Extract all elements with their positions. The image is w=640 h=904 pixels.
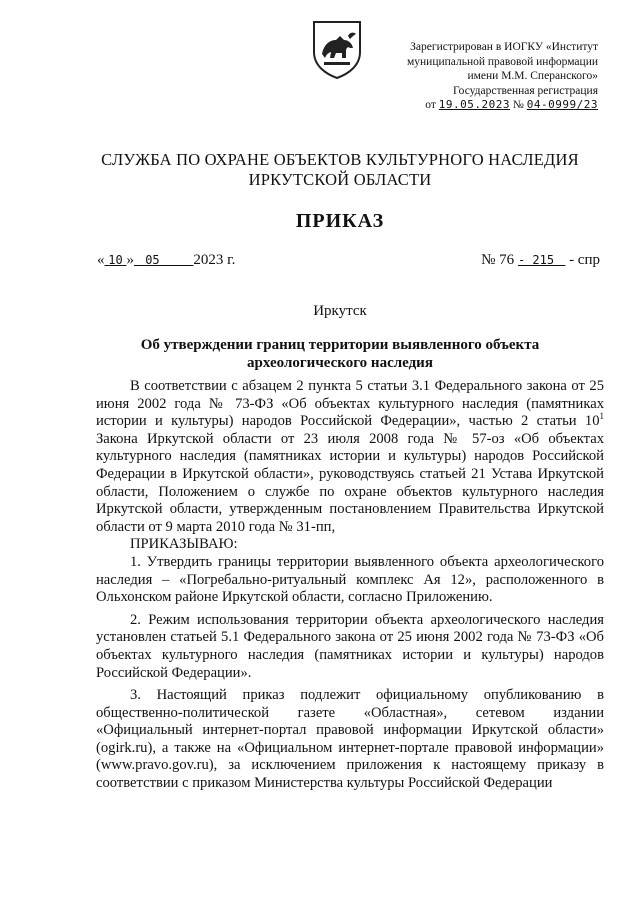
subject-line-2: археологического наследия — [247, 355, 433, 371]
agency-name — [80, 150, 600, 190]
number-handwritten: - 215 — [517, 253, 555, 267]
registration-stamp — [368, 40, 598, 113]
agency-line-2: ИРКУТСКОЙ ОБЛАСТИ — [248, 170, 432, 189]
date-month: 05 — [145, 253, 160, 267]
number-prefix: № 76 — [481, 252, 515, 268]
subject-line-1: Об утверждении границ территории выявленного объекта — [140, 337, 540, 353]
date-day-field — [105, 252, 127, 268]
item-2: 2. Режим использования территории объекта археологического наследия установлен статьей 5.1 Федерального закона от 25 июня 2002 года № 73-ФЗ «Об объектах культурного наследия (памятниках истории и культуры) народов Российской Федерации». — [96, 611, 604, 681]
registration-date-number — [368, 98, 598, 113]
registration-line-2: муниципальной правовой информации — [406, 55, 598, 68]
date-year: 2023 г. — [193, 252, 236, 268]
preamble-text-a: В соответствии с абзацем 2 пункта 5 статьи 3.1 Федерального закона от 25 июня 2002 года № 73-ФЗ «Об объектах культурного наследия (памятниках истории и культуры) народов Российской Федерации», частью 2 статьи 10 — [96, 378, 604, 430]
city: Иркутск — [313, 303, 367, 319]
date-open-quote: « — [97, 252, 105, 268]
order-date — [97, 252, 235, 269]
number-suffix: - спр — [569, 252, 600, 268]
order-title: ПРИКАЗ — [295, 210, 385, 232]
item-3: 3. Настоящий приказ подлежит официальному опубликованию в общественно-политической газете «Областная», сетевом издании «Официальный интернет-портал правовой информации Иркутской области» (ogirk.ru), а также на «Официальном интернет-портале правовой информации» (www.pravo.gov.ru), за исключением приложения к настоящему приказу в соответствии с приказом Министерства культуры Российской Федерации — [96, 687, 604, 792]
registration-from-label: от — [425, 99, 436, 111]
coat-of-arms-icon — [310, 18, 364, 80]
preamble-paragraph — [96, 378, 604, 536]
agency-line-1: СЛУЖБА ПО ОХРАНЕ ОБЪЕКТОВ КУЛЬТУРНОГО НАСЛЕДИЯ — [101, 150, 579, 169]
order-subject — [120, 336, 560, 372]
preamble-text-b: Закона Иркутской области от 23 июля 2008 года № 57-оз «Об объектах культурного наследия (памятниках истории и культуры) народов Российской Федерации в Иркутской области», руководствуясь статьей 21 Устава Иркутской области, Положением о службе по охране объектов культурного наследия Иркутской области, утвержденным постановлением Правительства Иркутской области от 9 марта 2010 года № 31-пп, — [96, 430, 604, 535]
registration-line-4: Государственная регистрация — [453, 84, 598, 97]
preamble-superscript: 1 — [599, 411, 604, 422]
item-1: 1. Утвердить границы территории выявленного объекта археологического наследия – «Погребально-ритуальный комплекс Ая 12», расположенного в Ольхонском районе Иркутской области, согласно Приложению. — [96, 553, 604, 606]
order-number — [481, 252, 600, 269]
registration-number-label: № — [512, 99, 524, 111]
order-word: ПРИКАЗЫВАЮ: — [130, 536, 238, 553]
registration-date-value: 19.05.2023 — [438, 98, 511, 111]
registration-line-1: Зарегистрирован в ИОГКУ «Институт — [410, 41, 598, 53]
date-day: 10 — [108, 253, 123, 267]
registration-line-3: имени М.М. Сперанского» — [467, 70, 598, 82]
order-body — [96, 378, 604, 793]
date-close-quote: » — [126, 252, 134, 268]
date-month-field — [134, 252, 193, 268]
number-handwritten-field — [518, 252, 565, 268]
registration-number-value: 04-0999/23 — [526, 98, 598, 111]
